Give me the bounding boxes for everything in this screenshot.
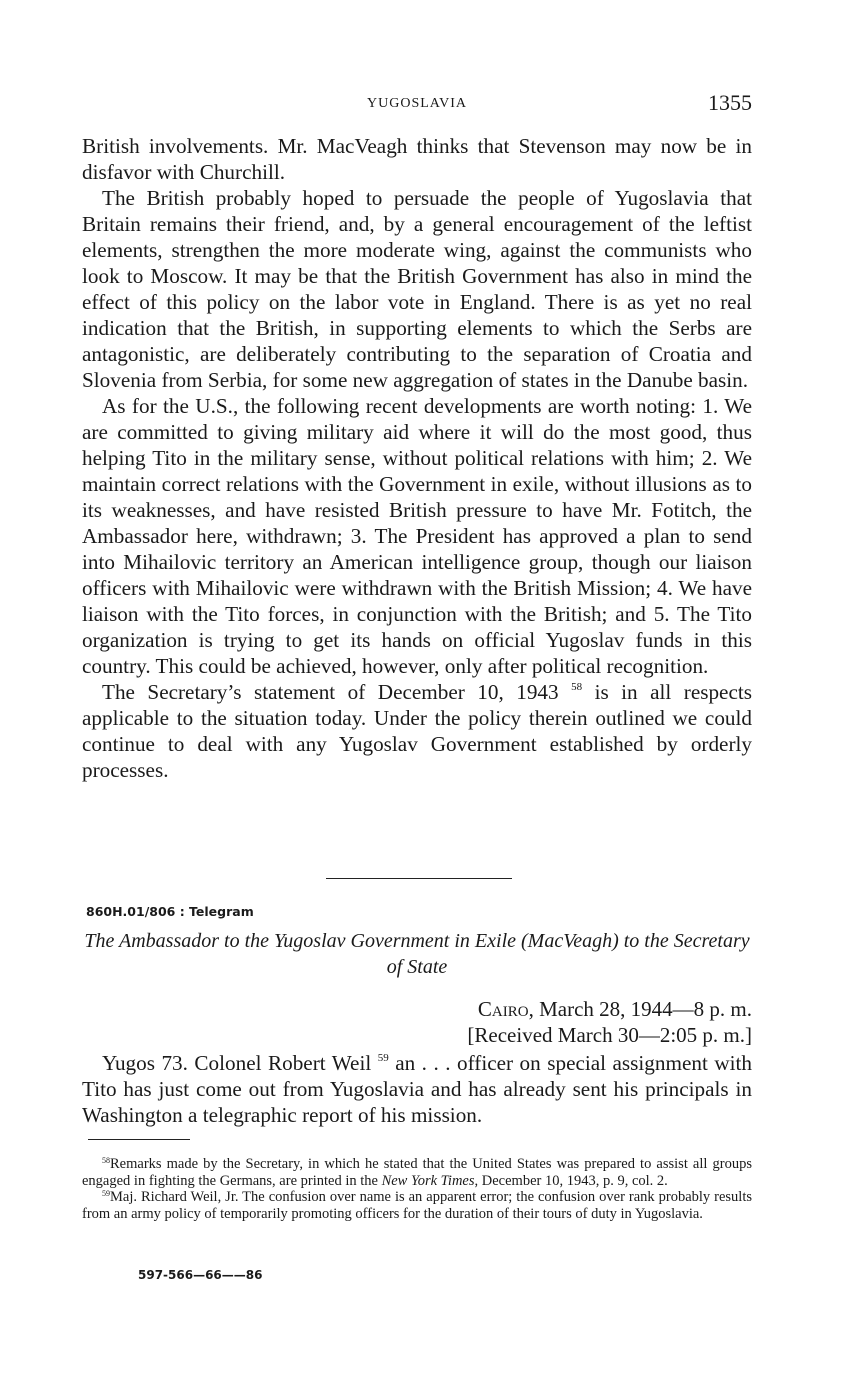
paragraph: As for the U.S., the following recent developments are worth noting: 1. We are committed to giving military aid where it will do the most good, thus helping Tito in the military sense, without political relations with him; 2. We maintain correct relations with the Government in exile, without illusions as to its weaknesses, and have resisted British pressure to have Mr. Fotitch, the Ambassador here, withdrawn; 3. The President has approved a plan to send into Mihailovic territory an American intelligence group, though our liaison officers with Mihailovic were withdrawn with the British Mission; 4. We have liaison with the Tito forces, in conjunction with the British; and 5. The Tito organization is trying to get its hands on official Yugoslav funds in this country. This could be achieved, however, only after political recognition. xyxy=(82,394,752,678)
publication-title: New York Times xyxy=(381,1172,475,1189)
footnote-text: Remarks made by the Secretary, in which he stated that the United States was prepared to assist all groups engaged in fighting the Germans, are printed in the xyxy=(82,1156,752,1189)
paragraph-text: an . . . officer on special assignment with Tito has just come out from Yugoslavia and has already sent his principals in Washington a telegraphic report of his mission. xyxy=(82,1051,753,1127)
document-heading: The Ambassador to the Yugoslav Government in Exile (MacVeagh) to the Secretary of State xyxy=(84,930,750,978)
footnote-text: Maj. Richard Weil, Jr. The confusion over name is an apparent error; the confusion over rank probably results from an army policy of temporarily promoting officers for the duration of their tours of duty in Yugoslavia. xyxy=(82,1189,752,1222)
paragraph-text: Yugos 73. Colonel Robert Weil xyxy=(102,1051,372,1075)
footnote-text: , December 10, 1943, p. 9, col. 2. xyxy=(474,1172,668,1189)
print-code: 597-566—66——86 xyxy=(138,1268,263,1282)
footnote-divider xyxy=(88,1139,190,1140)
footnote-ref[interactable]: 59 xyxy=(377,1052,389,1064)
running-title: YUGOSLAVIA xyxy=(367,96,467,111)
footnote-mark: 58 xyxy=(102,1156,110,1165)
city: Cairo xyxy=(477,997,529,1021)
running-header xyxy=(82,90,752,116)
section-divider xyxy=(326,878,512,879)
dateline xyxy=(467,996,752,1048)
paragraph-text: is in all respects applicable to the situation today. Under the policy therein outlined we could continue to deal with any Yugoslav Government established by orderly processes. xyxy=(82,680,752,782)
footnote-mark: 59 xyxy=(102,1189,110,1198)
sent-line xyxy=(467,996,752,1022)
paragraph xyxy=(82,1050,752,1128)
page-number: 1355 xyxy=(708,90,752,115)
footnote-59 xyxy=(82,1189,752,1222)
footnote-58 xyxy=(82,1156,752,1189)
paragraph xyxy=(82,679,752,783)
footnotes xyxy=(82,1156,752,1222)
telegram-text xyxy=(82,1050,752,1128)
paragraph: British involvements. Mr. MacVeagh thinks that Stevenson may now be in disfavor with Churchill. xyxy=(82,134,752,184)
paragraph: The British probably hoped to persuade the people of Yugoslavia that Britain remains their friend, and, by a general encouragement of the leftist elements, strengthen the more moderate wing, against the communists who look to Moscow. It may be that the British Government has also in mind the effect of this policy on the labor vote in England. There is as yet no real indication that the British, in supporting elements to which the Serbs are antagonistic, are deliberately contributing to the separation of Croatia and Slovenia from Serbia, for some new aggregation of states in the Danube basin. xyxy=(82,186,752,392)
document-id: 860H.01/806 : Telegram xyxy=(86,904,254,919)
sent-date: , March 28, 1944—8 p. m. xyxy=(528,997,752,1021)
body-text xyxy=(82,133,752,783)
footnote-ref[interactable]: 58 xyxy=(571,681,583,693)
paragraph-text: The Secretary’s statement of December 10, 1943 xyxy=(102,680,559,704)
received-line: [Received March 30—2:05 p. m.] xyxy=(467,1023,752,1047)
